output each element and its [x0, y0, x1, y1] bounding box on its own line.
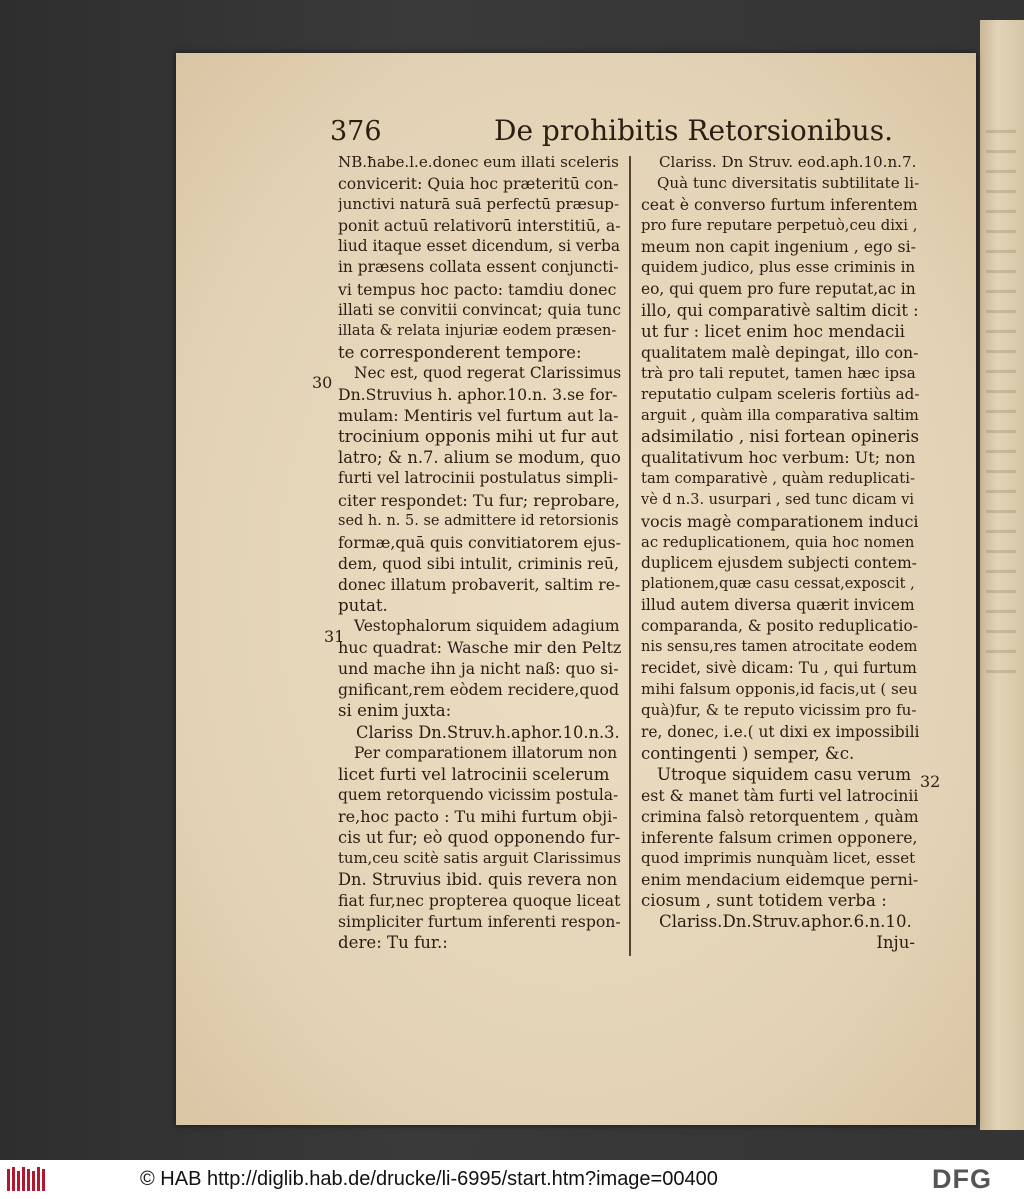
column-rule: [629, 156, 631, 956]
text-line: re,hoc pacto : Tu mihi furtum obji-: [338, 806, 618, 826]
text-line: in præsens collata essent conjuncti-: [338, 258, 619, 277]
text-line: ac reduplicationem, quia hoc nomen: [641, 533, 915, 551]
text-line: huc quadrat: Wasche mir den Peltz: [338, 638, 621, 658]
text-line: fiat fur,nec propterea quoque liceat: [338, 891, 621, 911]
text-line: putat.: [338, 595, 388, 615]
margin-number: 30: [312, 373, 333, 392]
text-line: Clariss Dn.Struv.h.aphor.10.n.3.: [356, 722, 620, 742]
text-line: dere: Tu fur.:: [338, 933, 448, 953]
text-line: tam comparativè , quàm reduplicati-: [641, 470, 915, 488]
text-line: illati se convitii convincat; quia tunc: [338, 300, 621, 319]
dfg-logo: DFG: [932, 1164, 992, 1194]
text-line: si enim juxta:: [338, 701, 452, 721]
text-line: duplicem ejusdem subjecti contem-: [641, 553, 917, 572]
text-line: ciosum , sunt totidem verba :: [641, 891, 887, 911]
text-line: ceat è converso furtum inferentem: [641, 195, 918, 215]
adjacent-page-edge: [980, 20, 1024, 1130]
text-line: nis sensu,res tamen atrocitate eodem: [641, 639, 918, 656]
text-line: mulam: Mentiris vel furtum aut la-: [338, 406, 619, 426]
text-line: vè d n.3. usurpari , sed tunc dicam vi: [641, 491, 915, 508]
text-line: donec illatum probaverit, saltim re-: [338, 574, 621, 594]
bleed-through-text: [986, 130, 1016, 690]
text-line: ponit actuū relativorū interstitiū, a-: [338, 216, 621, 236]
text-line: NB.ħabe.l.e.donec eum illati sceleris: [338, 153, 619, 171]
text-line: eo, qui quem pro fure reputat,ac in: [641, 279, 916, 298]
text-line: plationem,quæ casu cessat,exposcit ,: [641, 575, 915, 592]
text-line: furti vel latrocinii postulatus simpli-: [338, 469, 619, 488]
page-number: 376: [330, 116, 382, 147]
text-line: illata & relata injuriæ eodem præsen-: [338, 322, 617, 339]
text-line: Clariss. Dn Struv. eod.aph.10.n.7.: [659, 153, 917, 171]
text-line: comparanda, & posito reduplicatio-: [641, 617, 918, 636]
text-line: Quà tunc diversitatis subtilitate li-: [657, 174, 919, 193]
text-line: meum non capit ingenium , ego si-: [641, 237, 916, 257]
text-line: quà)fur, & te reputo vicissim pro fu-: [641, 701, 917, 720]
running-head: [330, 112, 893, 152]
footer-bar: [0, 1160, 1024, 1199]
text-line: convicerit: Quia hoc præteritū con-: [338, 174, 619, 194]
text-line: Clariss.Dn.Struv.aphor.6.n.10.: [659, 912, 912, 932]
text-line: junctivi naturā suā perfectū præsup-: [338, 195, 620, 214]
text-line: ut fur : licet enim hoc mendacii: [641, 321, 905, 341]
right-text-column: [641, 152, 919, 954]
text-line: quidem judico, plus esse criminis in: [641, 258, 916, 277]
text-line: inferente falsum crimen opponere,: [641, 828, 918, 847]
text-line: re, donec, i.e.( ut dixi ex impossibili: [641, 722, 919, 741]
text-line: quod imprimis nunquàm licet, esset: [641, 849, 916, 868]
text-line: enim mendacium eidemque perni-: [641, 870, 919, 890]
text-line: citer respondet: Tu fur; reprobare,: [338, 490, 620, 510]
copyright-link[interactable]: © HAB http://diglib.hab.de/drucke/li-6995/start.htm?image=00400: [140, 1168, 718, 1190]
text-line: Dn.Struvius h. aphor.10.n. 3.se for-: [338, 385, 618, 405]
text-line: crimina falsò retorquentem , quàm: [641, 806, 919, 826]
page-title: De prohibitis Retorsionibus.: [494, 114, 893, 147]
text-line: licet furti vel latrocinii scelerum: [338, 764, 610, 784]
left-text-column: [338, 152, 621, 954]
text-line: te corresponderent tempore:: [338, 342, 582, 362]
text-line: qualitativum hoc verbum: Ut; non: [641, 448, 916, 468]
text-line: trà pro tali reputet, tamen hæc ipsa: [641, 363, 916, 382]
text-line: latro; & n.7. alium se modum, quo: [338, 448, 621, 468]
text-line: simpliciter furtum inferenti respon-: [338, 912, 621, 932]
text-line: formæ,quā quis convitiatorem ejus-: [338, 532, 621, 552]
margin-number: 32: [920, 772, 941, 791]
text-line: liud itaque esset dicendum, si verba: [338, 237, 621, 256]
margin-number: 31: [324, 627, 345, 646]
text-line: Per comparationem illatorum non: [354, 743, 618, 762]
text-line: vi tempus hoc pacto: tamdiu donec: [338, 279, 617, 299]
hab-logo-icon: [6, 1165, 46, 1193]
text-line: und mache ihn ja nicht naß: quo si-: [338, 659, 619, 679]
text-line: Utroque siquidem casu verum: [657, 764, 912, 784]
text-line: quem retorquendo vicissim postula-: [338, 785, 619, 804]
text-line: Nec est, quod regerat Clarissimus: [354, 363, 621, 382]
text-line: vocis magè comparationem induci: [641, 511, 919, 531]
text-line: contingenti ) semper, &c.: [641, 743, 855, 763]
text-line: dem, quod sibi intulit, criminis reū,: [338, 553, 619, 573]
text-line: tum,ceu scitè satis arguit Clarissimus: [338, 850, 621, 868]
text-line: Inju-: [876, 933, 915, 953]
text-line: pro fure reputare perpetuò,ceu dixi ,: [641, 217, 918, 235]
text-line: arguit , quàm illa comparativa saltim: [641, 407, 919, 425]
text-line: gnificant,rem eòdem recidere,quod: [338, 680, 620, 700]
text-line: reputatio culpam sceleris fortiùs ad-: [641, 385, 919, 404]
text-line: qualitatem malè depingat, illo con-: [641, 342, 919, 362]
text-line: cis ut fur; eò quod opponendo fur-: [338, 828, 621, 847]
text-line: illud autem diversa quærit invicem: [641, 595, 915, 614]
text-line: illo, qui comparativè saltim dicit :: [641, 300, 919, 320]
text-line: trocinium opponis mihi ut fur aut: [338, 427, 619, 447]
text-line: Dn. Struvius ibid. quis revera non: [338, 870, 618, 890]
text-line: recidet, sivè dicam: Tu , qui furtum: [641, 659, 917, 678]
text-line: adsimilatio , nisi fortean opineris: [641, 427, 919, 447]
text-line: mihi falsum opponis,id facis,ut ( seu: [641, 680, 918, 699]
text-line: Vestophalorum siquidem adagium: [354, 617, 620, 636]
text-line: sed h. n. 5. se admittere id retorsionis: [338, 512, 619, 529]
text-line: est & manet tàm furti vel latrocinii: [641, 785, 919, 805]
